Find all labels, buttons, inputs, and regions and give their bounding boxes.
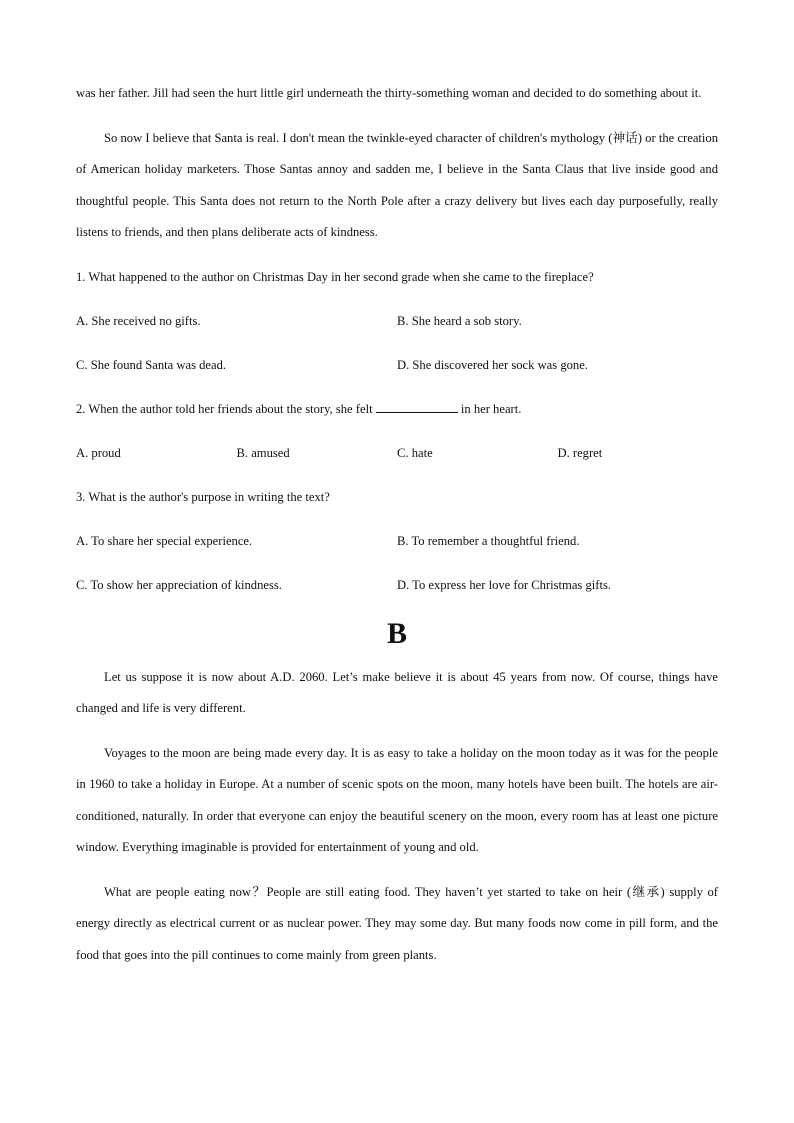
option-d: D. regret xyxy=(557,445,603,460)
question-1-options xyxy=(76,350,718,381)
document-page xyxy=(76,78,718,971)
passage-b-paragraph: Voyages to the moon are being made every day. It is as easy to take a holiday on the moon today as it was for the people in 1960 to take a holiday in Europe. At a number of scenic spots on the moon, many hotels have been built. The hotels are air-conditioned, naturally. In order that everyone can enjoy the beautiful scenery on the moon, every room has at least one picture window. Everything imaginable is provided for entertainment of young and old. xyxy=(76,745,718,854)
option-c: C. hate xyxy=(397,445,433,460)
option-a: A. She received no gifts. xyxy=(76,313,201,328)
question-3-stem: 3. What is the author's purpose in writing the text? xyxy=(76,489,330,504)
question-2-options xyxy=(76,438,718,469)
option-c: C. She found Santa was dead. xyxy=(76,357,227,372)
question-3-options xyxy=(76,526,718,557)
passage-a-paragraph: was her father. Jill had seen the hurt little girl underneath the thirty-something woman and decided to do something about it. xyxy=(76,86,702,100)
option-d: D. She discovered her sock was gone. xyxy=(397,357,588,372)
option-a: A. proud xyxy=(76,445,121,460)
question-2-stem-start: 2. When the author told her friends about the story, she felt xyxy=(76,401,376,416)
passage-a-paragraph: So now I believe that Santa is real. I don't mean the twinkle-eyed character of children's mythology (神话) or the creation of American holiday marketers. Those Santas annoy and sadden me, I believe in the Santa Claus that live inside good and thoughtful people. This Santa does not return to the North Pole after a crazy delivery but lives each day purposefully, really listens to friends, and then plans deliberate acts of kindness. xyxy=(76,130,718,239)
passage-b-paragraph: What are people eating now？People are still eating food. They haven’t yet started to take on heir (继承) supply of energy directly as electrical current or as nuclear power. They may some day. But many foods now come in pill form, and the food that goes into the pill continues to come mainly from green plants. xyxy=(76,884,718,962)
passage-b-paragraph: Let us suppose it is now about A.D. 2060. Let’s make believe it is about 45 years from now. Of course, things have changed and life is very different. xyxy=(76,669,718,715)
section-b-title: B xyxy=(386,616,407,650)
option-b: B. To remember a thoughtful friend. xyxy=(397,533,580,548)
question-2-stem xyxy=(76,394,718,425)
option-b: B. amused xyxy=(236,445,290,460)
question-1-stem: 1. What happened to the author on Christmas Day in her second grade when she came to the fireplace? xyxy=(76,269,594,284)
option-a: A. To share her special experience. xyxy=(76,533,253,548)
option-c: C. To show her appreciation of kindness. xyxy=(76,577,282,592)
option-b: B. She heard a sob story. xyxy=(397,313,522,328)
answer-blank xyxy=(376,400,458,413)
question-1-options xyxy=(76,306,718,337)
question-2-stem-end: in her heart. xyxy=(457,401,522,416)
question-3-options xyxy=(76,570,718,601)
option-d: D. To express her love for Christmas gifts. xyxy=(397,577,611,592)
